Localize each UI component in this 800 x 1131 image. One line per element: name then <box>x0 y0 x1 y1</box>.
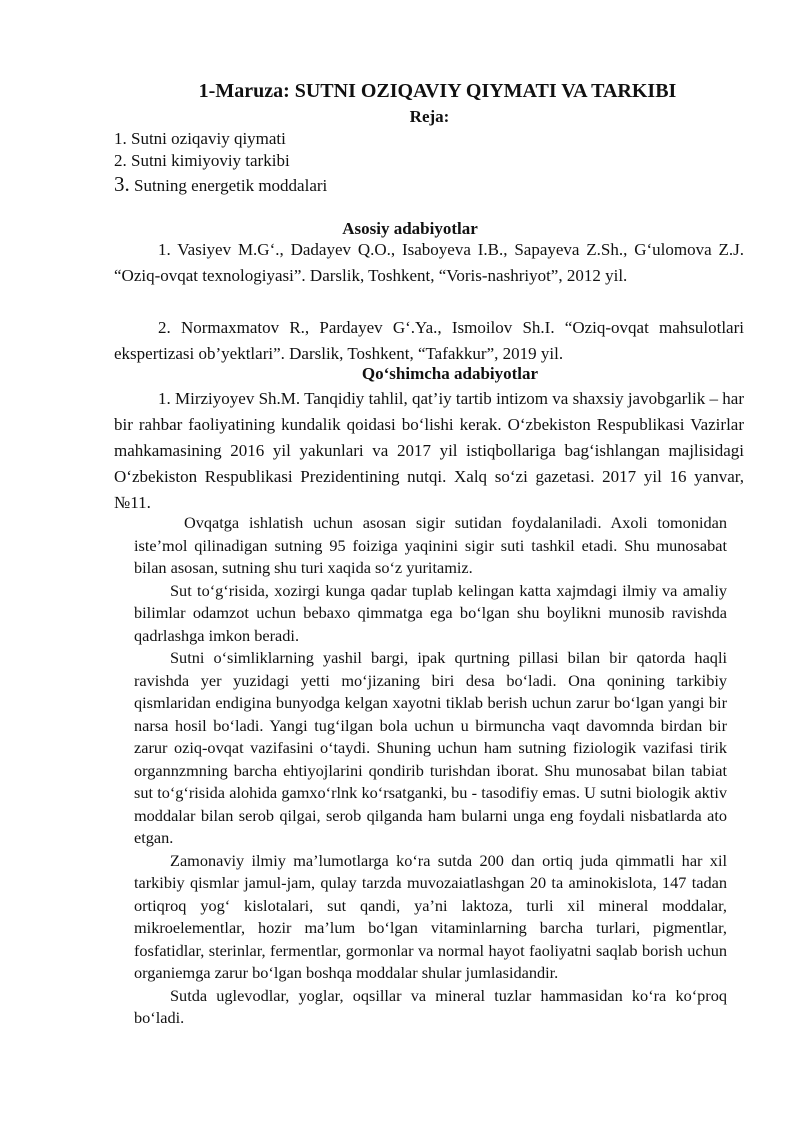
plan-label: Reja: <box>409 107 450 126</box>
plan-item-3-text: Sutning energetik moddalari <box>129 176 328 195</box>
lecture-body <box>134 512 727 1030</box>
main-literature-heading: Asosiy adabiyotlar <box>342 219 478 238</box>
main-reference-1-text: 1. Vasiyev M.G‘., Dadayev Q.O., Isaboyeva I.B., Sapayeva Z.Sh., G‘ulomova Z.J. “Oziq-ovqat texnologiyasi”. Darslik, Toshkent, “Voris-nashriyot”, 2012 yil. <box>114 240 744 285</box>
main-reference-1 <box>114 237 744 289</box>
body-paragraph-2: Sut to‘g‘risida, xozirgi kunga qadar tuplab kelingan katta xajmdagi ilmiy va amaliy bilimlar odamzot uchun bebaxo qimmatga ega bo‘lgan shu boylikni munosib ravishda qadrlashga imkon beradi. <box>134 580 727 645</box>
body-paragraph-5: Sutda uglevodlar, yoglar, oqsillar va mineral tuzlar hammasidan ko‘ra ko‘proq bo‘ladi. <box>134 985 727 1027</box>
body-paragraph-1: Ovqatga ishlatish uchun asosan sigir sutidan foydalaniladi. Axoli tomonidan iste’mol qilinadigan sutning 95 foiziga yaqinini sigir suti tashkil etadi. Shu munosabat bilan asosan, sutning shu turi xaqida so‘z yuritamiz. <box>134 513 727 577</box>
lecture-title: 1-Maruza: SUTNI OZIQAVIY QIYMATI VA TARKIBI <box>198 80 677 102</box>
main-reference-2 <box>114 315 744 367</box>
plan-item-3-number: 3. <box>114 172 130 196</box>
body-paragraph-3: Sutni o‘simliklarning yashil bargi, ipak qurtning pillasi bilan bir qatorda haqli ravishda yer yuzidagi yetti mo‘jizaning biri desa bo‘ladi. Ona qonining tarkibiy qismlaridan endigina bunyodga kelgan xayotni tiklab berish uchun zarur bo‘lgan yangi bir narsa hosil bo‘ladi. Yangi tug‘ilgan bola uchun u birmuncha vaqt davomnda birdan bir zarur oziq-ovqat vazifasini o‘taydi. Shuning uchun ham sutning fiziologik vazifasi tirik organnzmning barcha ehtiyojlarini qondirib turishdan iborat. Shu munosabat bilan tabiat sut to‘g‘risida alohida gamxo‘rlnk ko‘rsatganki, bu - tasodifiy emas. U sutni biologik aktiv moddalar bilan serob qilgai, serob qilganda ham bularni unga eng foydali nisbatlarda ato etgan. <box>134 648 727 847</box>
extra-reference-1 <box>114 386 744 516</box>
extra-literature-heading: Qo‘shimcha adabiyotlar <box>361 364 539 383</box>
extra-reference-1-text: 1. Mirziyoyev Sh.M. Tanqidiy tahlil, qat’iy tartib intizom va shaxsiy javobgarlik – har bir rahbar faoliyatining kundalik qoidasi bo‘lishi kerak. O‘zbekiston Respublikasi Vazirlar mahkamasining 2016 yil yakunlari va 2017 yil istiqbollariga bag‘ishlangan majlisidagi O‘zbekiston Respublikasi Prezidentining nutqi. Xalq so‘zi gazetasi. 2017 yil 16 yanvar, №11. <box>114 389 744 512</box>
plan-item-1: 1. Sutni oziqaviy qiymati <box>114 129 286 148</box>
main-reference-2-text: 2. Normaxmatov R., Pardayev G‘.Ya., Ismoilov Sh.I. “Oziq-ovqat mahsulotlari ekspertizasi ob’yektlari”. Darslik, Toshkent, “Tafakkur”, 2019 yil. <box>114 318 744 363</box>
plan-item-2: 2. Sutni kimiyoviy tarkibi <box>114 151 290 170</box>
body-paragraph-4: Zamonaviy ilmiy ma’lumotlarga ko‘ra sutda 200 dan ortiq juda qimmatli har xil tarkibiy qismlar jamul-jam, qulay tarzda muvozaiatlashgan 20 ta aminokislota, 147 tadan ortiqroq yog‘ kislotalari, sut qandi, ya’ni laktoza, turli xil mineral moddalar, mikroelementlar, hozir ma’lum bo‘lgan vitaminlarning barcha turlari, pigmentlar, fosfatidlar, sterinlar, fermentlar, gormonlar va normal hayot faoliyatni saqlab borish uchun organiemga zarur bo‘lgan boshqa moddalar shular jumlasidandir. <box>134 850 727 982</box>
plan-item-3 <box>114 172 327 197</box>
